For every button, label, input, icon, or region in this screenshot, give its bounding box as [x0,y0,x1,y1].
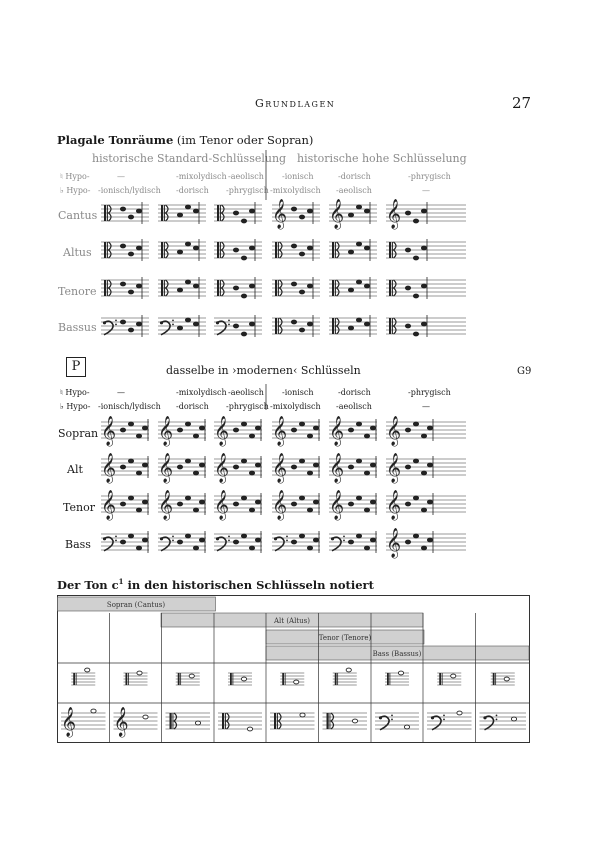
modern-mode-natural-4: -ionisch [282,388,314,397]
svg-text:𝄞: 𝄞 [272,490,288,521]
modern-mode-natural-3: -aeolisch [228,388,264,397]
voice-label-bass: Bass [65,538,91,551]
mode-natural-5: -dorisch [338,172,371,181]
svg-text:𝄞: 𝄞 [158,416,174,447]
svg-text:𝄞: 𝄞 [101,490,117,521]
voice-label-tenore: Tenore [58,285,97,298]
svg-text:𝄞: 𝄞 [329,453,345,484]
modern-mode-flat-6: — [422,402,430,411]
mode-natural-2: -mixolydisch [176,172,227,181]
prefix-flat-1: ♭ Hypo- [60,186,91,195]
svg-text:𝄞: 𝄞 [386,490,402,521]
modern-prefix-natural: ♮ Hypo- [60,388,90,397]
range-label-sopran: Sopran (Cantus) [106,601,166,609]
plagal-section-title: Plagale Tonräume (im Tenor oder Sopran) [57,133,314,147]
svg-text:𝄞: 𝄞 [329,199,345,230]
voice-label-tenor: Tenor [63,501,95,514]
modern-mode-flat-1: -ionisch/lydisch [98,402,161,411]
modern-mode-natural-6: -phrygisch [408,388,451,397]
svg-text:𝄞: 𝄞 [329,490,345,521]
mode-flat-6: — [422,186,430,195]
mode-natural-6: -phrygisch [408,172,451,181]
modern-mode-flat-2: -dorisch [176,402,209,411]
svg-text:𝄞: 𝄞 [386,453,402,484]
svg-text:𝄞: 𝄞 [272,199,288,230]
range-label-tenor: Tenor (Tenore) [318,634,372,642]
mode-flat-4: -mixolydisch [270,186,321,195]
svg-text:𝄞: 𝄞 [158,453,174,484]
mode-natural-4: -ionisch [282,172,314,181]
mode-flat-5: -aeolisch [336,186,372,195]
prefix-natural-1: ♮ Hypo- [60,172,90,181]
svg-text:𝄞: 𝄞 [61,707,77,738]
mode-natural-1: — [117,172,125,181]
svg-text:𝄞: 𝄞 [113,707,129,738]
svg-text:𝄞: 𝄞 [272,453,288,484]
range-label-bass: Bass (Bassus) [372,650,422,658]
modern-section-title: dasselbe in ›modernen‹ Schlüsseln [166,364,361,377]
mode-flat-1: -ionisch/lydisch [98,186,161,195]
voice-label-bassus: Bassus [58,321,97,334]
voice-label-sopran: Sopran [58,427,99,440]
voice-label-altus: Altus [63,246,92,259]
modern-mode-flat-3: -phrygisch [226,402,269,411]
svg-text:𝄞: 𝄞 [329,416,345,447]
page-number: 27 [512,94,532,112]
modern-prefix-flat: ♭ Hypo- [60,402,91,411]
svg-text:𝄞: 𝄞 [386,199,402,230]
svg-text:𝄞: 𝄞 [101,453,117,484]
svg-text:𝄞: 𝄞 [214,490,230,521]
group-label-standard: historische Standard-Schlüsselung [92,152,287,165]
mode-flat-3: -phrygisch [226,186,269,195]
svg-text:𝄞: 𝄞 [214,453,230,484]
mode-natural-3: -aeolisch [228,172,264,181]
modern-mode-natural-2: -mixolydisch [176,388,227,397]
modern-mode-natural-5: -dorisch [338,388,371,397]
svg-text:𝄞: 𝄞 [101,416,117,447]
svg-text:𝄞: 𝄞 [272,416,288,447]
c1-clef-table [57,595,530,743]
svg-text:𝄞: 𝄞 [386,528,402,559]
group-label-high: historische hohe Schlüsselung [297,152,467,165]
running-header-title: Grundlagen [255,97,336,110]
modern-mode-flat-4: -mixolydisch [270,402,321,411]
range-label-alt: Alt (Altus) [273,617,311,625]
modern-mode-natural-1: — [117,388,125,397]
mode-flat-2: -dorisch [176,186,209,195]
svg-text:𝄞: 𝄞 [158,490,174,521]
svg-text:𝄞: 𝄞 [214,416,230,447]
figure-id: G9 [517,366,532,377]
svg-text:𝄞: 𝄞 [386,416,402,447]
section-marker-box: P [66,357,86,377]
voice-label-cantus: Cantus [58,209,98,222]
voice-label-alt: Alt [67,463,83,476]
c1-section-title: Der Ton $c^1$ in den historischen Schlüsseln notiert [57,577,374,592]
modern-mode-flat-5: -aeolisch [336,402,372,411]
